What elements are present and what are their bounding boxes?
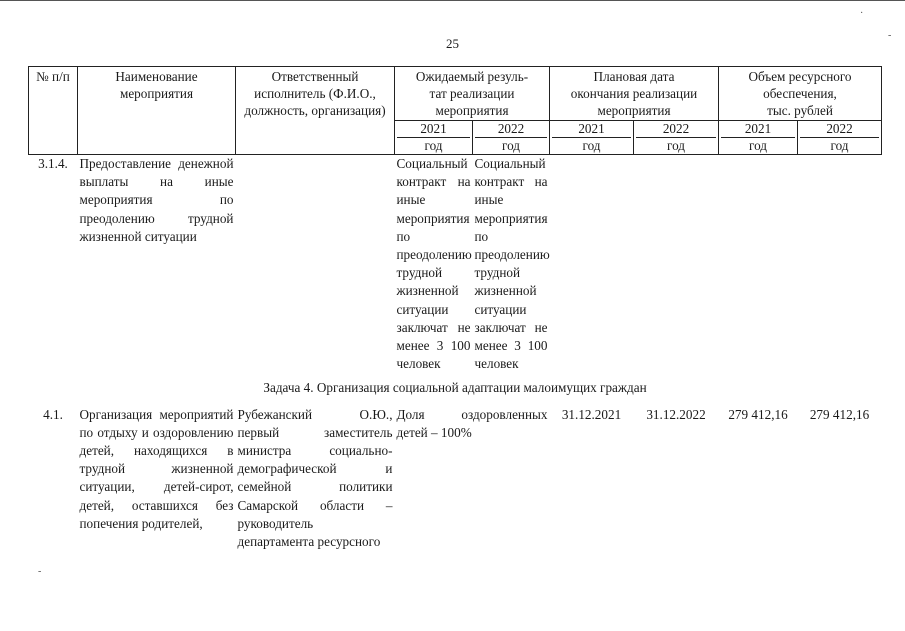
- row-number: 3.1.4.: [38, 156, 68, 171]
- col-header-num: № п/п: [29, 67, 78, 155]
- table-row: [29, 406, 882, 552]
- activity-name: Предоставление денежной выплаты на иные мероприятия по преодолению трудной жизненной ситуации: [79, 156, 234, 244]
- scan-edge: [0, 0, 905, 8]
- resources-2022: [798, 155, 882, 374]
- year-header-planned-2022: 2022 год: [634, 121, 719, 155]
- row-number: 4.1.: [43, 406, 63, 422]
- activities-table: [28, 66, 882, 551]
- resources-2021: 279 412,16: [728, 406, 788, 422]
- year-header-resources-2021: 2021 год: [719, 121, 798, 155]
- task-heading-row: [29, 373, 882, 405]
- page-number: 25: [446, 36, 459, 51]
- activity-name: Организация мероприятий по отдыху и оздоровлению детей, находящихся в трудной жизненной ситуации, детей-сирот, детей, оставшихся без попечения родителей,: [79, 406, 234, 531]
- scan-speck: -: [38, 566, 42, 577]
- planned-date-2021: 31.12.2021: [561, 406, 622, 422]
- planned-date-2022: 31.12.2022: [646, 406, 706, 422]
- task-heading: Задача 4. Организация социальной адаптации малоимущих граждан: [263, 380, 647, 396]
- year-header-expected-2022: 2022 год: [473, 121, 550, 155]
- resources-2022: 279 412,16: [809, 406, 870, 422]
- expected-result-2022: Социальный контракт на иные мероприятия по преодолению трудной жизненной ситуации заключат не менее 3 100 человек: [474, 156, 550, 372]
- year-header-planned-2021: 2021 год: [550, 121, 634, 155]
- resources-2021: [719, 155, 798, 374]
- scan-speck: ·: [860, 8, 864, 19]
- year-header-resources-2022: 2022 год: [798, 121, 882, 155]
- table-row: [29, 155, 882, 374]
- activity-executor: Рубежанский О.Ю., первый заместитель министра социально-демографической и семейной политики Самарской области – руководитель департамента ресурсного: [237, 406, 393, 550]
- table-header-row: [29, 67, 882, 121]
- col-header-expected: Ожидаемый резуль- тат реализации мероприятия: [395, 67, 550, 121]
- activity-executor: [236, 155, 395, 374]
- year-header-expected-2021: 2021 год: [395, 121, 473, 155]
- col-header-executor: Ответственный исполнитель (Ф.И.О., должность, организация): [236, 67, 395, 155]
- col-header-name: Наименование мероприятия: [78, 67, 236, 155]
- expected-result-2021: Социальный контракт на иные мероприятия по преодолению трудной жизненной ситуации заключат не менее 3 100 человек: [396, 156, 472, 372]
- planned-date-2022: [634, 155, 719, 374]
- col-header-planned: Плановая дата окончания реализации мероприятия: [550, 67, 719, 121]
- planned-date-2021: [550, 155, 634, 374]
- expected-result: Доля оздоровленных детей – 100%: [396, 406, 548, 440]
- scan-speck: -: [888, 30, 892, 41]
- col-header-resources: Объем ресурсного обеспечения, тыс. рублей: [719, 67, 882, 121]
